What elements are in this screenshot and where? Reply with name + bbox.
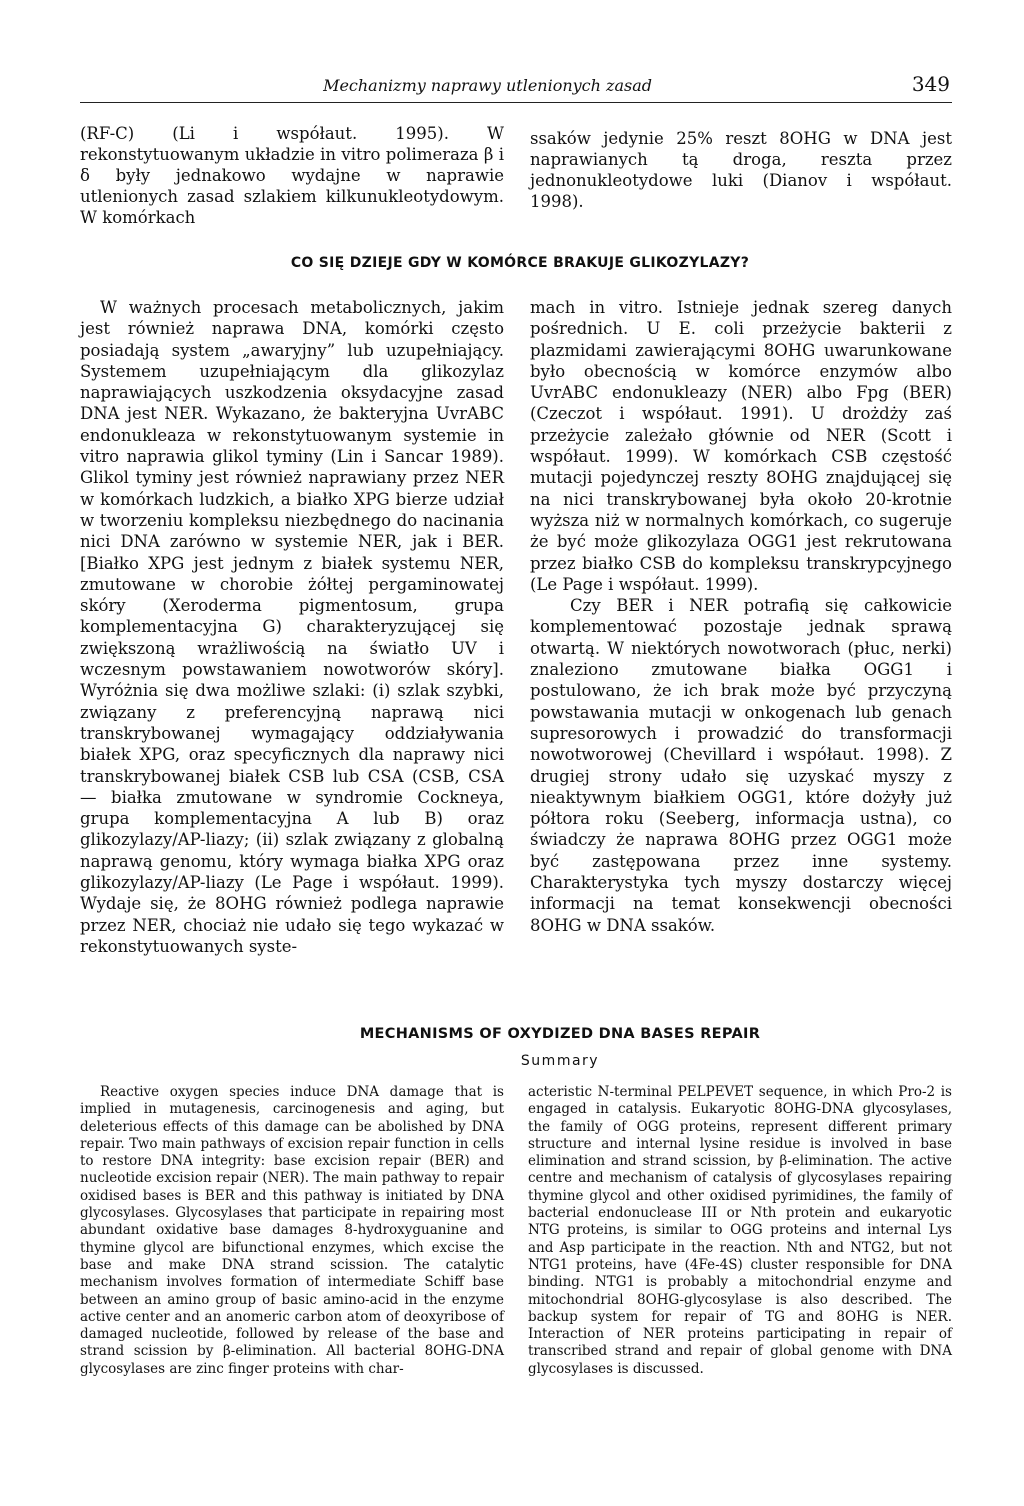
summary-right-paragraph: acteristic N-terminal PELPEVET sequence, in which Pro-2 is engaged in catalysis. Eukaryotic 8OHG-DNA glycosylases, the family of OGG proteins, represent different primary structure and internal lysine residue is involved in base elimination and strand scission, by β-elimination. The active centre and mechanism of catalysis of glycosylases repairing thymine glycol and other oxidised pyrimidines, the family of bacterial endonuclease III or Nth protein and eukaryotic NTG proteins, is similar to OGG proteins and internal Lys and Asp participate in the reaction. Nth and NTG2, but not NTG1 proteins, have (4Fe-4S) cluster responsible for DNA binding. NTG1 is probably a mitochondrial enzyme and mitochondrial 8OHG-glycosylase is also described. The backup system for repair of TG and 8OHG is NER. Interaction of NER proteins participating in repair of transcribed strand and repair of global genome with DNA glycosylases is discussed. bbox=[528, 1084, 952, 1377]
body-left-column bbox=[80, 297, 504, 957]
top-right-paragraph: ssaków jedynie 25% reszt 8OHG w DNA jest naprawianych tą droga, reszta przez jednonukleotydowe luki (Dianov i współaut. 1998). bbox=[530, 129, 952, 211]
running-title: Mechanizmy naprawy utlenionych zasad bbox=[323, 76, 652, 95]
page-number: 349 bbox=[911, 72, 950, 96]
body-right-paragraph-2: Czy BER i NER potrafią się całkowicie komplementować pozostaje jednak sprawą otwartą. W niektórych nowotworach (płuc, nerki) znaleziono zmutowane białka OGG1 i postulowano, że ich brak może być przyczyną powstawania mutacji w onkogenach lub genach supresorowych i prowadzić do transformacji nowotworowej (Chevillard i współaut. 1998). Z drugiej strony udało się uzyskać myszy z nieaktywnym białkiem OGG1, które dożyły już półtora roku (Seeberg, informacja ustna), co świadczy że naprawa 8OHG przez OGG1 może być zastępowana przez inne systemy. Charakterystyka tych myszy dostarczy więcej informacji na temat konsekwencji obecności 8OHG w DNA ssaków. bbox=[530, 596, 952, 935]
body-right-column bbox=[530, 297, 952, 936]
page-header bbox=[80, 72, 952, 103]
summary-label: Summary bbox=[520, 1053, 600, 1069]
section-heading: CO SIĘ DZIEJE GDY W KOMÓRCE BRAKUJE GLIKOZYLAZY? bbox=[290, 255, 750, 271]
top-left-column bbox=[80, 123, 504, 228]
top-left-paragraph: (RF-C) (Li i współaut. 1995). W rekonstytuowanym układzie in vitro polimeraza β i δ były jednakowo wydajne w naprawie utlenionych zasad szlakiem kilkunukleotydowym. W komórkach bbox=[80, 124, 504, 227]
summary-right-column bbox=[528, 1084, 952, 1378]
summary-left-column bbox=[80, 1084, 504, 1378]
top-right-column bbox=[530, 128, 952, 212]
summary-title: MECHANISMS OF OXYDIZED DNA BASES REPAIR bbox=[359, 1026, 761, 1042]
summary-left-paragraph: Reactive oxygen species induce DNA damage that is implied in mutagenesis, carcinogenesis and aging, but deleterious effects of this damage can be abolished by DNA repair. Two main pathways of excision repair function in cells to restore DNA integrity: base excision repair (BER) and nucleotide excision repair (NER). The main pathway to repair oxidised bases is BER and this pathway is initiated by DNA glycosylases. Glycosylases that participate in repairing most abundant oxidative base damages 8-hydroxyguanine and thymine glycol are bifunctional enzymes, which excise the base and make DNA strand scission. The catalytic mechanism involves formation of intermediate Schiff base between an amino group of basic amino-acid in the enzyme active center and an anomeric carbon atom of deoxyribose of damaged nucleotide, followed by release of the base and strand scission by β-elimination. All bacterial 8OHG-DNA glycosylases are zinc finger proteins with char- bbox=[80, 1084, 504, 1377]
body-right-paragraph-1: mach in vitro. Istnieje jednak szereg danych pośrednich. U E. coli przeżycie bakterii z plazmidami zawierającymi 8OHG uwarunkowane było obecnością w komórce enzymów albo UvrABC endonukleazy (NER) albo Fpg (BER) (Czeczot i współaut. 1991). U drożdży zaś przeżycie zależało głównie od NER (Scott i współaut. 1999). W komórkach CSB częstość mutacji pojedynczej reszty 8OHG znajdującej się na nici transkrybowanej była około 20-krotnie wyższa niż w normalnych komórkach, co sugeruje że być może glikozylaza OGG1 jest rekrutowana przez białko CSB do kompleksu transkrypcyjnego (Le Page i współaut. 1999). bbox=[530, 298, 952, 594]
body-left-paragraph: W ważnych procesach metabolicznych, jakim jest również naprawa DNA, komórki często posiadają system „awaryjny” lub uzupełniający. Systemem uzupełniającym dla glikozylaz naprawiających uszkodzenia oksydacyjne zasad DNA jest NER. Wykazano, że bakteryjna UvrABC endonukleaza w rekonstytuowanym systemie in vitro naprawia glikol tyminy (Lin i Sancar 1989). Glikol tyminy jest również naprawiany przez NER w komórkach ludzkich, a białko XPG bierze udział w tworzeniu kompleksu niezbędnego do nacinania nici DNA zarówno w systemie NER, jak i BER. [Białko XPG jest jednym z białek systemu NER, zmutowane w chorobie żółtej pergaminowatej skóry (Xeroderma pigmentosum, grupa komplementacyjna G) charakteryzującej się zwiększoną wrażliwością na światło UV i wczesnym powstawaniem nowotworów skóry]. Wyróżnia się dwa możliwe szlaki: (i) szlak szybki, związany z preferencyjną naprawą nici transkrybowanej wymagający oddziaływania białek XPG, oraz specyficznych dla naprawy nici transkrybowanej białek CSB lub CSA (CSB, CSA — białka zmutowane w syndromie Cockneya, grupa komplementacyjna A lub B) oraz glikozylazy/AP-liazy; (ii) szlak związany z globalną naprawą genomu, który wymaga białka XPG oraz glikozylazy/AP-liazy (Le Page i współaut. 1999). Wydaje się, że 8OHG również podlega naprawie przez NER, chociaż nie udało się tego wykazać w rekonstytuowanych syste- bbox=[80, 298, 504, 956]
